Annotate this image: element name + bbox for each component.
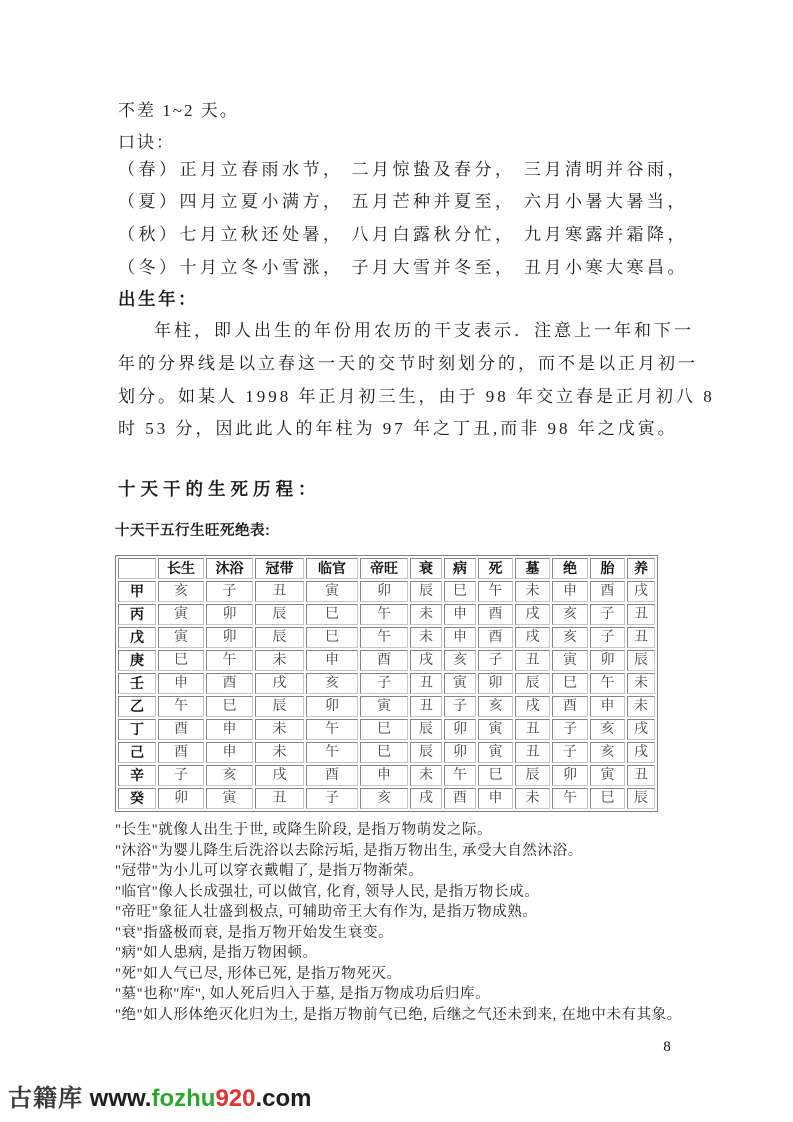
branch-cell: 午	[360, 604, 408, 625]
branch-cell: 戌	[410, 788, 442, 809]
table-row	[118, 604, 655, 625]
branch-cell: 寅	[306, 581, 358, 602]
branch-cell: 巳	[360, 719, 408, 740]
explanation-line: "死"如人气已尽, 形体已死, 是指万物死灭。	[115, 965, 402, 982]
branch-cell: 酉	[360, 650, 408, 671]
header-cell: 长生	[158, 558, 204, 579]
header-cell: 帝旺	[360, 558, 408, 579]
branch-cell: 未	[255, 742, 304, 763]
verse-column-1: （秋）七月立秋还处暑，	[118, 224, 344, 244]
branch-cell: 辰	[515, 673, 550, 694]
branch-cell: 子	[158, 765, 204, 786]
paragraph-line: 年柱，即人出生的年份用农历的干支表示．注意上一年和下一	[154, 321, 694, 340]
explanation-line: "衰"指盛极而衰, 是指万物开始发生衰变。	[115, 924, 394, 941]
branch-cell: 辰	[410, 742, 442, 763]
branch-cell: 丑	[255, 581, 304, 602]
branch-cell: 未	[410, 604, 442, 625]
branch-cell: 戌	[627, 581, 655, 602]
branch-cell: 寅	[360, 696, 408, 717]
branch-cell: 未	[515, 581, 550, 602]
branch-cell: 亥	[590, 719, 625, 740]
branch-cell: 未	[410, 627, 442, 648]
branch-cell: 申	[158, 673, 204, 694]
branch-cell: 亥	[552, 627, 588, 648]
verse-column-3: 三月清明并谷雨，	[524, 159, 688, 179]
branch-cell: 未	[255, 719, 304, 740]
verse-row	[118, 249, 688, 282]
logo-green-part: fozhu	[151, 1085, 216, 1112]
branch-cell: 辰	[515, 765, 550, 786]
branch-cell: 寅	[158, 604, 204, 625]
explanation-line: "沐浴"为婴儿降生后洗浴以去除污垢, 是指万物出生, 承受大自然沐浴。	[115, 842, 583, 859]
branch-cell: 午	[158, 696, 204, 717]
branch-cell: 巳	[206, 696, 253, 717]
branch-cell: 申	[590, 696, 625, 717]
branch-cell: 酉	[306, 765, 358, 786]
branch-cell: 巳	[552, 673, 588, 694]
branch-cell: 丑	[627, 604, 655, 625]
table-row	[118, 581, 655, 602]
logo-site-name: 古籍库	[8, 1085, 83, 1112]
header-cell: 衰	[410, 558, 442, 579]
verse-column-2: 子月大雪并冬至，	[351, 257, 516, 277]
section-heading: 十天干的生死历程：	[118, 479, 321, 499]
header-cell-empty	[118, 558, 156, 579]
branch-cell: 卯	[478, 673, 513, 694]
branch-cell: 午	[206, 650, 253, 671]
verse-column-3: 九月寒露并霜降，	[524, 224, 688, 244]
branch-cell: 未	[515, 788, 550, 809]
explanation-line: "临官"像人长成强壮, 可以做官, 化育, 领导人民, 是指万物长成。	[115, 883, 540, 900]
branch-cell: 亥	[552, 604, 588, 625]
birth-year-paragraph	[118, 315, 715, 446]
logo-www: www.	[89, 1085, 152, 1112]
branch-cell: 午	[306, 742, 358, 763]
branch-cell: 酉	[590, 581, 625, 602]
branch-cell: 丑	[515, 719, 550, 740]
stem-cell: 乙	[118, 696, 156, 717]
table-header	[118, 558, 655, 579]
stem-cell: 丁	[118, 719, 156, 740]
stem-cell: 丙	[118, 604, 156, 625]
koujue-label: 口诀：	[118, 133, 175, 152]
branch-cell: 子	[360, 673, 408, 694]
site-watermark-logo	[8, 1086, 312, 1112]
branch-cell: 辰	[410, 581, 442, 602]
table-row	[118, 627, 655, 648]
verse-column-2: 二月惊蛰及春分，	[351, 159, 516, 179]
explanation-line: "长生"就像人出生于世, 或降生阶段, 是指万物萌发之际。	[115, 822, 493, 838]
branch-cell: 申	[206, 742, 253, 763]
header-cell: 临官	[306, 558, 358, 579]
stems-lifecycle-table	[115, 555, 658, 812]
branch-cell: 辰	[627, 650, 655, 671]
branch-cell: 酉	[158, 742, 204, 763]
header-cell: 病	[444, 558, 476, 579]
verse-column-3: 丑月小寒大寒昌。	[524, 257, 688, 277]
branch-cell: 酉	[158, 719, 204, 740]
stems-table-body	[118, 581, 655, 809]
branch-cell: 寅	[444, 673, 476, 694]
table-row	[118, 719, 655, 740]
branch-cell: 寅	[478, 719, 513, 740]
branch-cell: 卯	[444, 719, 476, 740]
header-cell: 冠带	[255, 558, 304, 579]
branch-cell: 辰	[410, 719, 442, 740]
branch-cell: 午	[306, 719, 358, 740]
table-title: 十天干五行生旺死绝表:	[115, 523, 271, 539]
branch-cell: 卯	[206, 627, 253, 648]
branch-cell: 戌	[515, 604, 550, 625]
verse-column-3: 六月小暑大暑当，	[524, 192, 688, 212]
branch-cell: 亥	[360, 788, 408, 809]
branch-cell: 子	[478, 650, 513, 671]
logo-suffix: .com	[255, 1085, 312, 1112]
stage-explanations	[115, 820, 715, 1025]
branch-cell: 亥	[206, 765, 253, 786]
branch-cell: 子	[444, 696, 476, 717]
branch-cell: 午	[478, 581, 513, 602]
branch-cell: 巳	[158, 650, 204, 671]
table-row	[118, 673, 655, 694]
branch-cell: 巳	[306, 604, 358, 625]
branch-cell: 丑	[627, 627, 655, 648]
branch-cell: 卯	[206, 604, 253, 625]
explanation-line: "帝旺"象征人壮盛到极点, 可辅助帝王大有作为, 是指万物成熟。	[115, 904, 538, 920]
branch-cell: 卯	[552, 765, 588, 786]
branch-cell: 戌	[627, 719, 655, 740]
branch-cell: 亥	[306, 673, 358, 694]
header-cell: 墓	[515, 558, 550, 579]
branch-cell: 亥	[478, 696, 513, 717]
branch-cell: 丑	[515, 742, 550, 763]
branch-cell: 寅	[590, 765, 625, 786]
branch-cell: 子	[306, 788, 358, 809]
branch-cell: 寅	[158, 627, 204, 648]
birth-year-heading: 出生年：	[118, 289, 198, 309]
verse-column-2: 五月芒种并夏至，	[351, 192, 516, 212]
branch-cell: 戌	[410, 650, 442, 671]
branch-cell: 子	[552, 742, 588, 763]
branch-cell: 辰	[255, 627, 304, 648]
solar-terms-verse	[118, 151, 688, 281]
table-row	[118, 696, 655, 717]
branch-cell: 酉	[206, 673, 253, 694]
branch-cell: 卯	[158, 788, 204, 809]
page-number: 8	[663, 1039, 671, 1055]
branch-cell: 亥	[590, 742, 625, 763]
stem-cell: 甲	[118, 581, 156, 602]
branch-cell: 戌	[515, 696, 550, 717]
stem-cell: 庚	[118, 650, 156, 671]
branch-cell: 午	[552, 788, 588, 809]
branch-cell: 申	[478, 788, 513, 809]
table-row	[118, 650, 655, 671]
branch-cell: 戌	[255, 673, 304, 694]
branch-cell: 戌	[515, 627, 550, 648]
explanation-line: "冠带"为小儿可以穿衣戴帽了, 是指万物渐荣。	[115, 863, 424, 879]
paragraph-line: 时 53 分，因此此人的年柱为 97 年之丁丑,而非 98 年之戊寅。	[118, 419, 678, 439]
branch-cell: 亥	[444, 650, 476, 671]
branch-cell: 申	[444, 604, 476, 625]
verse-row	[118, 184, 688, 217]
branch-cell: 酉	[444, 788, 476, 809]
branch-cell: 戌	[255, 765, 304, 786]
header-cell: 胎	[590, 558, 625, 579]
explanation-line: "墓"也称"库", 如人死后归入于墓, 是指万物成功后归库。	[115, 986, 491, 1002]
verse-column-2: 八月白露秋分忙，	[351, 224, 516, 244]
header-cell: 绝	[552, 558, 588, 579]
stem-cell: 壬	[118, 673, 156, 694]
stem-cell: 戊	[118, 627, 156, 648]
table-header-row	[118, 558, 655, 579]
branch-cell: 丑	[410, 673, 442, 694]
paragraph-line: 划分。如某人 1998 年正月初三生，由于 98 年交立春是正月初八 8	[118, 386, 715, 406]
branch-cell: 午	[590, 673, 625, 694]
explanation-line: "病"如人患病, 是指万物困顿。	[115, 945, 318, 961]
branch-cell: 未	[410, 765, 442, 786]
branch-cell: 丑	[410, 696, 442, 717]
branch-cell: 戌	[627, 742, 655, 763]
tolerance-line: 不差 1~2 天。	[118, 101, 239, 120]
header-cell: 死	[478, 558, 513, 579]
branch-cell: 丑	[627, 765, 655, 786]
branch-cell: 寅	[478, 742, 513, 763]
branch-cell: 巳	[444, 581, 476, 602]
branch-cell: 辰	[255, 696, 304, 717]
branch-cell: 巳	[590, 788, 625, 809]
branch-cell: 申	[552, 581, 588, 602]
stem-cell: 癸	[118, 788, 156, 809]
branch-cell: 午	[360, 627, 408, 648]
branch-cell: 申	[444, 627, 476, 648]
branch-cell: 子	[590, 604, 625, 625]
stem-cell: 辛	[118, 765, 156, 786]
verse-column-1: （夏）四月立夏小满方，	[118, 192, 344, 212]
branch-cell: 卯	[590, 650, 625, 671]
header-cell: 沐浴	[206, 558, 253, 579]
branch-cell: 申	[360, 765, 408, 786]
branch-cell: 卯	[360, 581, 408, 602]
verse-column-1: （春）正月立春雨水节，	[118, 159, 344, 179]
branch-cell: 寅	[552, 650, 588, 671]
branch-cell: 亥	[158, 581, 204, 602]
header-cell: 养	[627, 558, 655, 579]
logo-red-part: 920	[215, 1085, 256, 1112]
table-row	[118, 765, 655, 786]
verse-row	[118, 151, 688, 184]
branch-cell: 酉	[478, 604, 513, 625]
branch-cell: 巳	[360, 742, 408, 763]
branch-cell: 子	[206, 581, 253, 602]
branch-cell: 酉	[478, 627, 513, 648]
branch-cell: 寅	[206, 788, 253, 809]
branch-cell: 午	[444, 765, 476, 786]
branch-cell: 卯	[306, 696, 358, 717]
verse-row	[118, 216, 688, 249]
branch-cell: 巳	[306, 627, 358, 648]
branch-cell: 丑	[255, 788, 304, 809]
branch-cell: 子	[552, 719, 588, 740]
branch-cell: 未	[627, 696, 655, 717]
paragraph-line: 年的分界线是以立春这一天的交节时刻划分的，而不是以正月初一	[118, 353, 698, 373]
table-row	[118, 742, 655, 763]
branch-cell: 丑	[515, 650, 550, 671]
branch-cell: 申	[306, 650, 358, 671]
branch-cell: 酉	[552, 696, 588, 717]
branch-cell: 未	[627, 673, 655, 694]
stem-cell: 己	[118, 742, 156, 763]
verse-column-1: （冬）十月立冬小雪涨，	[118, 257, 344, 277]
explanation-line: "绝"如人形体绝灭化归为土, 是指万物前气已绝, 后继之气还未到来, 在地中未有其象。	[115, 1006, 682, 1023]
branch-cell: 巳	[478, 765, 513, 786]
branch-cell: 子	[590, 627, 625, 648]
branch-cell: 申	[206, 719, 253, 740]
branch-cell: 卯	[444, 742, 476, 763]
table-row	[118, 788, 655, 809]
branch-cell: 辰	[255, 604, 304, 625]
branch-cell: 辰	[627, 788, 655, 809]
branch-cell: 未	[255, 650, 304, 671]
